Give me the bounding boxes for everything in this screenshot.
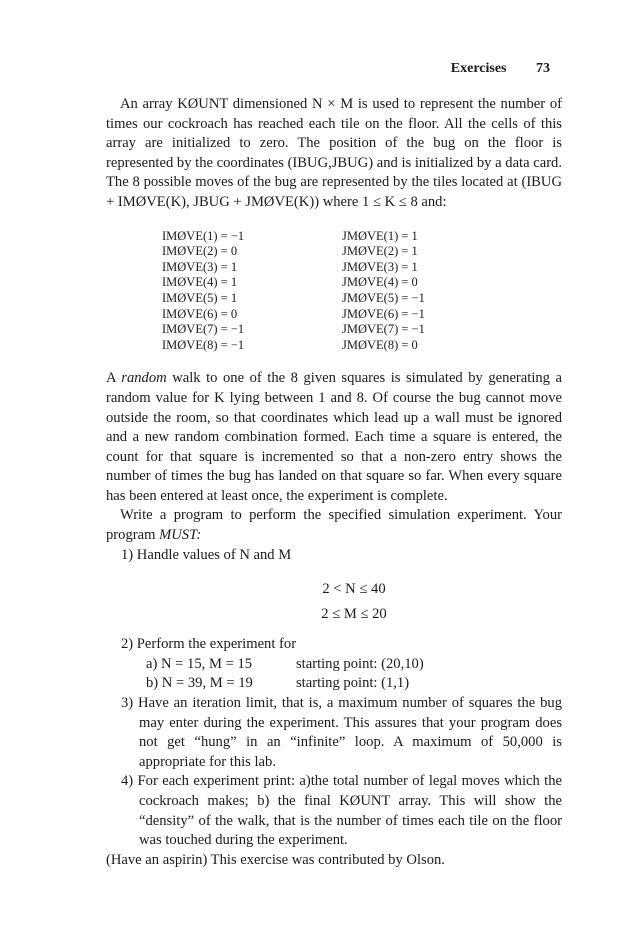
requirement-3: 3) Have an iteration limit, that is, a maximum number of squares the bug may enter during the experiment. This assures that your program does not get “hung” in an “infinite” loop. A maximum of 50,000 is appropriate for this lab. bbox=[121, 695, 562, 770]
imove-row: IMØVE(3) = 1 bbox=[162, 259, 238, 274]
emphasis-must: MUST: bbox=[159, 527, 202, 544]
constraints bbox=[146, 579, 562, 625]
jmove-row: JMØVE(2) = 1 bbox=[342, 244, 418, 259]
constraint-m: 2 ≤ M ≤ 20 bbox=[321, 606, 387, 623]
requirement-4: 4) For each experiment print: a)the total number of legal moves which the cockroach makes; b) the final KØUNT array. This will show the “density” of the walk, that is the number of times each tile on the floor was touched during the experiment. bbox=[121, 773, 562, 849]
jmove-column bbox=[342, 229, 522, 354]
jmove-row: JMØVE(1) = 1 bbox=[342, 228, 418, 243]
text-run: A bbox=[106, 370, 122, 387]
section-title: Exercises bbox=[450, 61, 507, 76]
requirement-2a bbox=[106, 655, 562, 675]
paragraph-random-walk bbox=[106, 369, 562, 506]
page-body bbox=[106, 95, 562, 870]
paragraph-intro: An array KØUNT dimensioned N × M is used to represent the number of times our cockroach has reached each tile on the floor. All the cells of this array are initialized to zero. The position of the bug on the floor is represented by the coordinates (IBUG,JBUG) and is initialized by a data card. The 8 possible moves of the bug are represented by the tiles located at (IBUG + IMØVE(K), JBUG + JMØVE(K)) where 1 ≤ K ≤ 8 and: bbox=[106, 96, 562, 210]
jmove-row: JMØVE(4) = 0 bbox=[342, 275, 418, 290]
case-label: b) N = 39, M = 19 bbox=[146, 675, 253, 692]
requirement-2: 2) Perform the experiment for bbox=[121, 636, 297, 653]
text-run: Write a program to perform the specified simulation experiment. Your program bbox=[106, 507, 562, 544]
imove-row: IMØVE(7) = −1 bbox=[162, 322, 245, 337]
jmove-row: JMØVE(6) = −1 bbox=[342, 306, 425, 321]
imove-row: IMØVE(4) = 1 bbox=[162, 275, 238, 290]
imove-row: IMØVE(2) = 0 bbox=[162, 244, 238, 259]
imove-row: IMØVE(5) = 1 bbox=[162, 290, 238, 305]
text-run: walk to one of the 8 given squares is simulated by generating a random value for K lying between 1 and 8. Of course the bug cannot move outside the room, so that coordinates which lead up a wall must be ignored and a new random combination formed. Each time a square is entered, the count for that square is incremented so that a non-zero entry shows the number of times the bug has landed on that square so far. When every square has been entered at least once, the experiment is complete. bbox=[106, 370, 562, 504]
constraint-n: 2 < N ≤ 40 bbox=[322, 581, 386, 598]
jmove-row: JMØVE(8) = 0 bbox=[342, 337, 418, 352]
emphasis-random: random bbox=[121, 370, 167, 387]
case-start: starting point: (20,10) bbox=[296, 655, 424, 672]
running-header bbox=[451, 61, 550, 77]
move-table bbox=[162, 229, 562, 354]
jmove-row: JMØVE(5) = −1 bbox=[342, 290, 425, 305]
closing-note: (Have an aspirin) This exercise was contributed by Olson. bbox=[106, 851, 445, 868]
imove-row: IMØVE(8) = −1 bbox=[162, 337, 245, 352]
requirement-1: 1) Handle values of N and M bbox=[121, 546, 292, 563]
imove-row: IMØVE(1) = −1 bbox=[162, 228, 245, 243]
jmove-row: JMØVE(3) = 1 bbox=[342, 259, 418, 274]
case-label: a) N = 15, M = 15 bbox=[146, 655, 253, 672]
imove-row: IMØVE(6) = 0 bbox=[162, 306, 238, 321]
case-start: starting point: (1,1) bbox=[296, 675, 410, 692]
page-number: 73 bbox=[536, 61, 550, 76]
paragraph-requirements bbox=[106, 506, 562, 545]
imove-column bbox=[162, 229, 342, 354]
jmove-row: JMØVE(7) = −1 bbox=[342, 322, 425, 337]
requirement-2b bbox=[106, 674, 562, 694]
